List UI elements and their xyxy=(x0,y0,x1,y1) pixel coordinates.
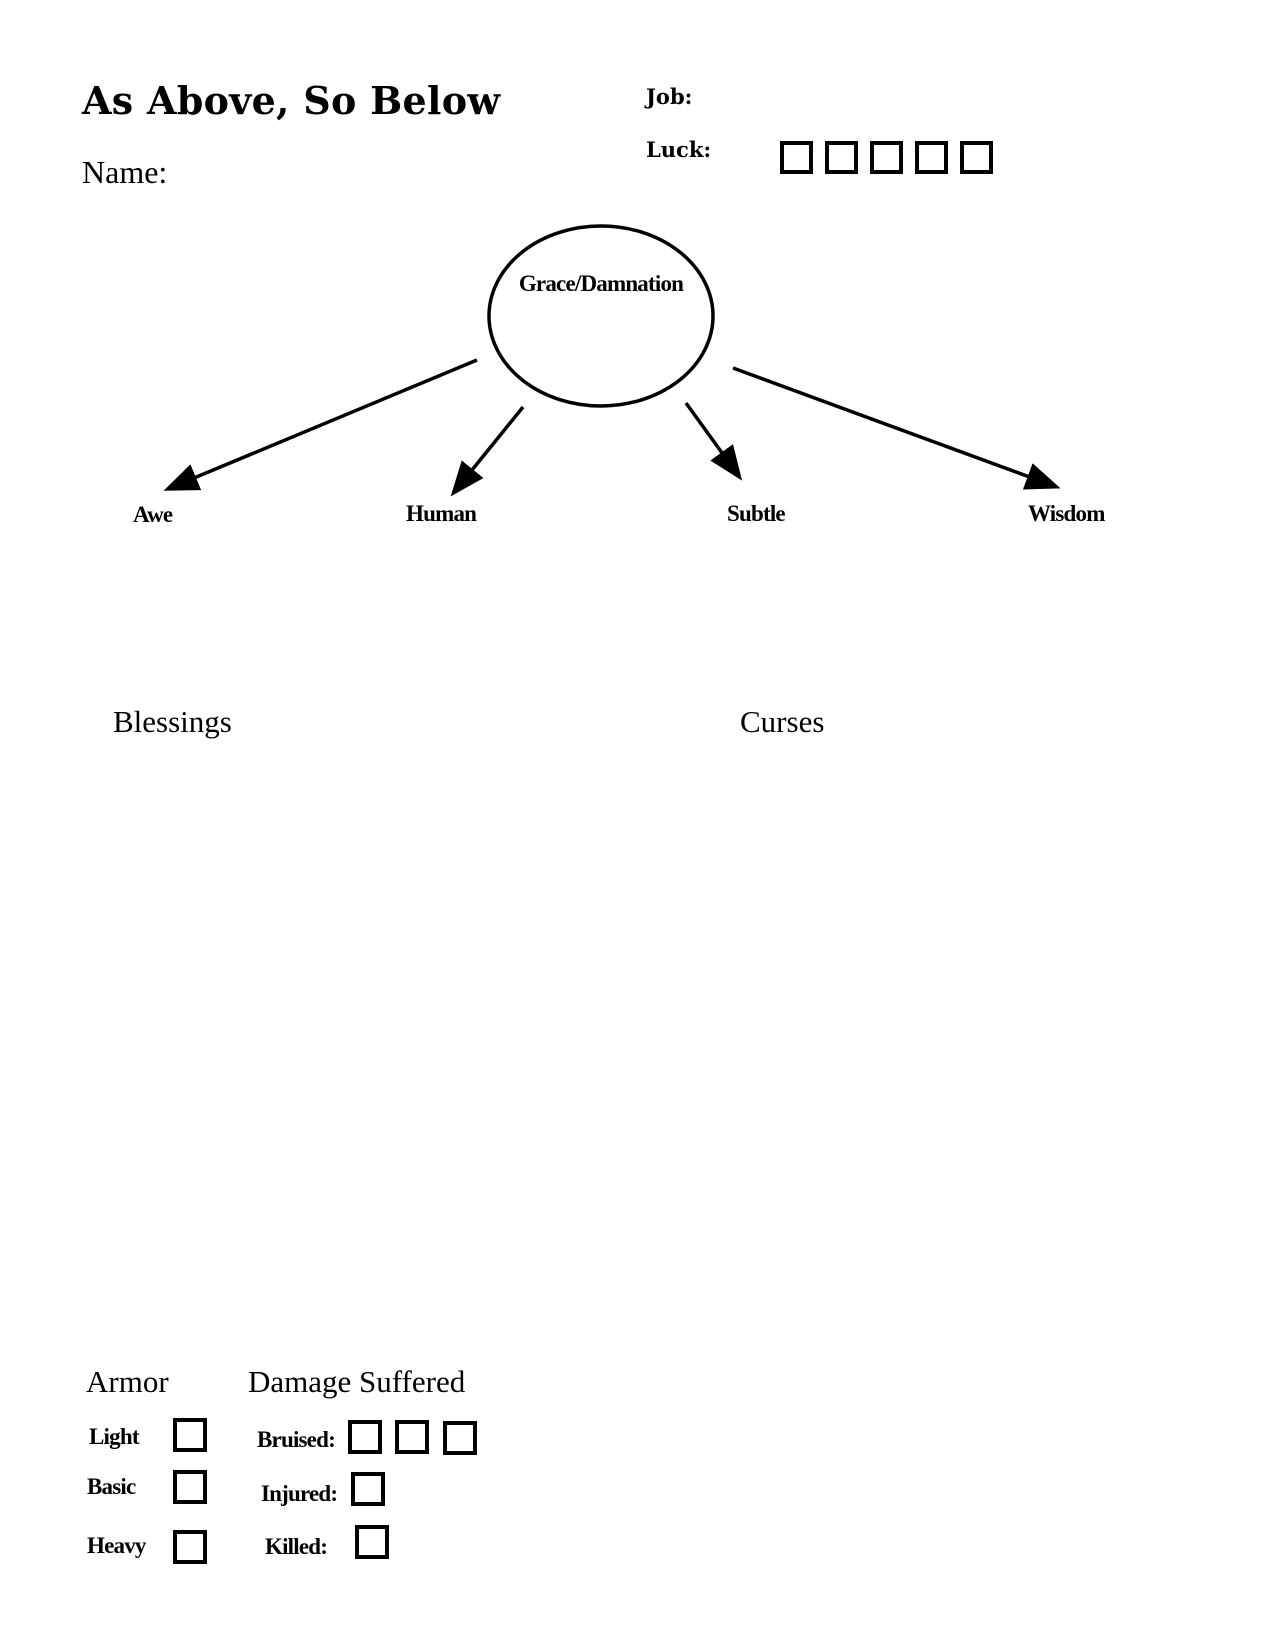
grace-damnation-circle xyxy=(489,226,713,406)
stat-diagram xyxy=(0,0,1275,560)
armor-heavy-label: Heavy xyxy=(87,1533,146,1558)
armor-light-label: Light xyxy=(89,1424,139,1449)
armor-light-checkbox[interactable] xyxy=(173,1418,207,1452)
stat-awe: Awe xyxy=(133,502,173,527)
arrow-to-human xyxy=(455,407,523,491)
armor-basic-label: Basic xyxy=(87,1474,136,1499)
stat-wisdom: Wisdom xyxy=(1028,501,1105,526)
blessings-heading: Blessings xyxy=(113,704,232,739)
damage-heading: Damage Suffered xyxy=(248,1364,466,1399)
sheet-title: As Above, So Below xyxy=(82,78,501,123)
injured-checkbox[interactable] xyxy=(351,1472,385,1506)
damage-killed-label: Killed: xyxy=(265,1534,328,1559)
bruised-checkbox-3[interactable] xyxy=(443,1421,477,1455)
bruised-checkbox-2[interactable] xyxy=(395,1420,429,1454)
stat-subtle: Subtle xyxy=(727,501,785,526)
arrow-to-wisdom xyxy=(733,368,1054,486)
armor-heading: Armor xyxy=(86,1364,169,1399)
armor-heavy-checkbox[interactable] xyxy=(173,1530,207,1564)
damage-injured-label: Injured: xyxy=(261,1481,338,1506)
job-label: Job: xyxy=(646,84,693,109)
luck-label: Luck: xyxy=(646,137,712,162)
killed-checkbox[interactable] xyxy=(355,1525,389,1559)
bruised-checkbox-1[interactable] xyxy=(348,1420,382,1454)
grace-damnation-label: Grace/Damnation xyxy=(518,271,684,296)
damage-bruised-label: Bruised: xyxy=(257,1427,335,1452)
stat-human: Human xyxy=(406,501,477,526)
arrow-to-subtle xyxy=(686,403,738,475)
armor-basic-checkbox[interactable] xyxy=(173,1470,207,1504)
name-label: Name: xyxy=(82,154,168,190)
curses-heading: Curses xyxy=(740,704,825,739)
arrow-to-awe xyxy=(170,360,477,488)
